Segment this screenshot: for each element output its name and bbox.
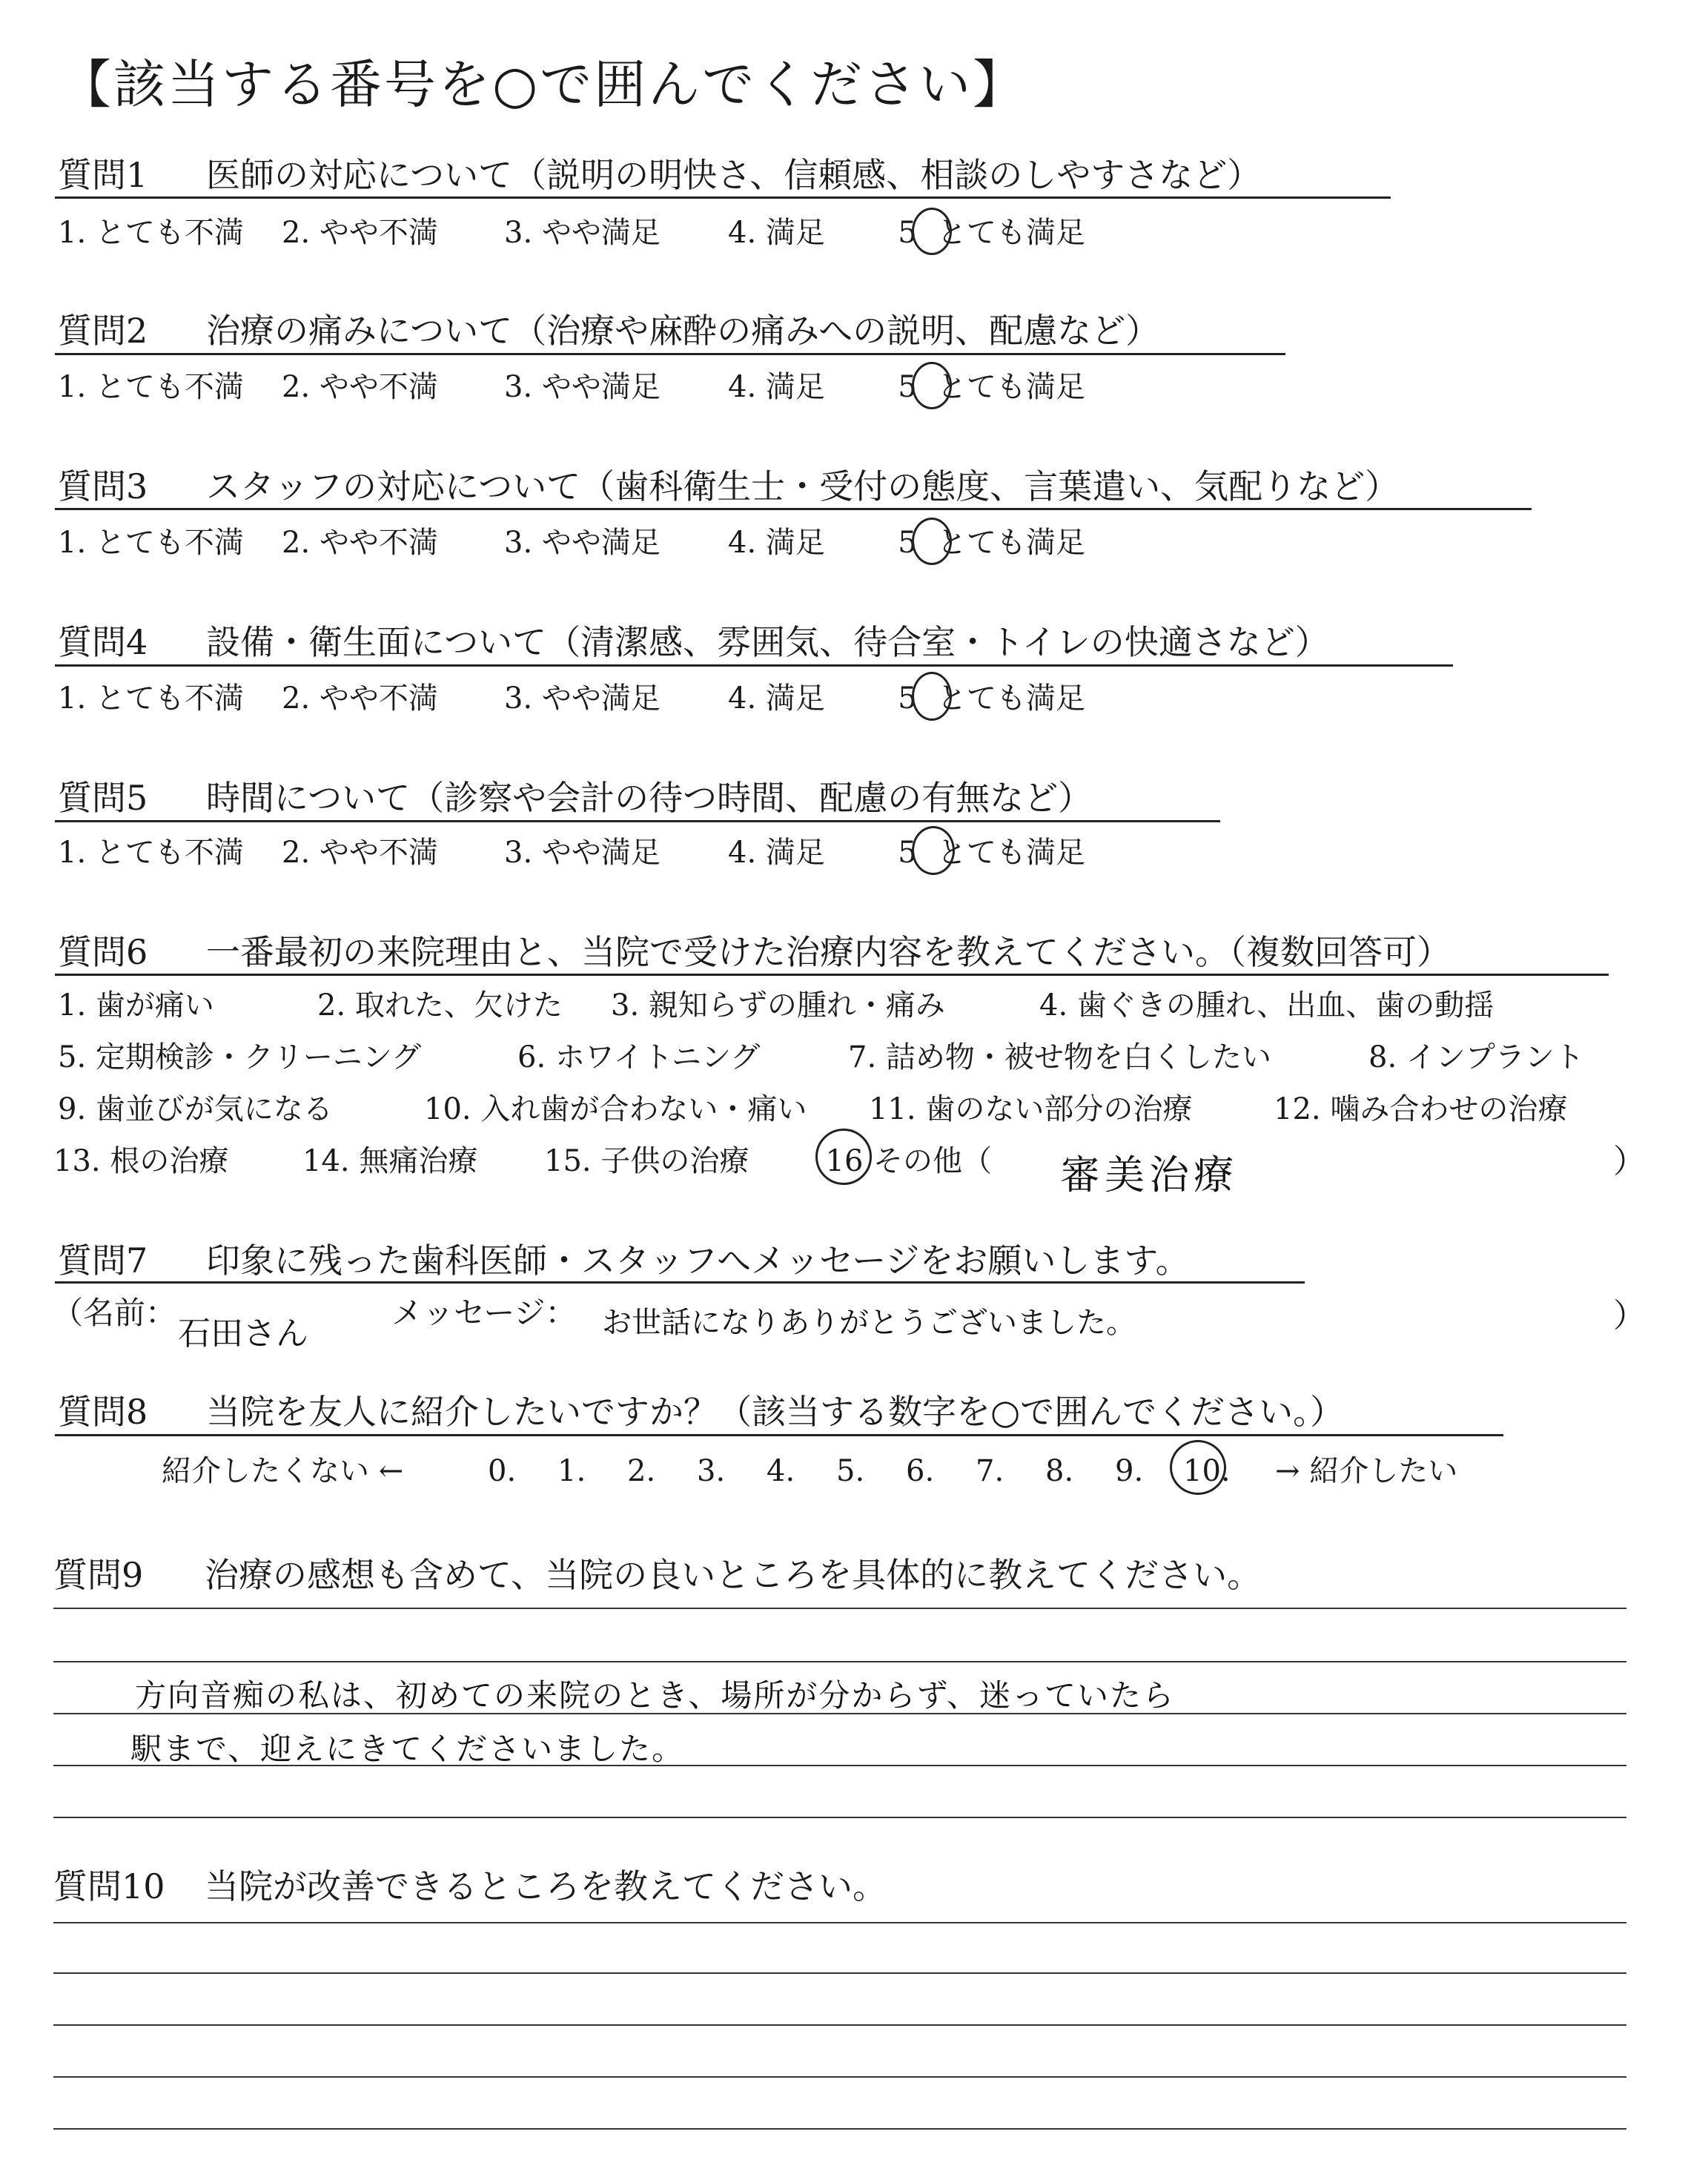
option-11[interactable]: 11. 歯のない部分の治療 — [869, 1092, 1193, 1126]
answer-line — [53, 2076, 1626, 2078]
option-3[interactable]: 3. やや満足 — [504, 836, 661, 870]
other-answer[interactable]: 審美治療 — [1060, 1152, 1238, 1198]
question-number: 質問2 — [58, 311, 148, 351]
question-number: 質問6 — [58, 932, 148, 972]
name-label: （名前： — [52, 1295, 177, 1331]
option-14[interactable]: 14. 無痛治療 — [302, 1144, 478, 1178]
option-8[interactable]: 8. インプラント — [1368, 1040, 1584, 1074]
scale-2[interactable]: 2. — [627, 1454, 656, 1488]
answer-line — [53, 1922, 1626, 1923]
option-1[interactable]: 1. とても不満 — [58, 836, 244, 870]
scale-8[interactable]: 8. — [1045, 1454, 1074, 1488]
scale-0[interactable]: 0. — [488, 1454, 517, 1488]
scale-5[interactable]: 5. — [836, 1454, 865, 1488]
option-15[interactable]: 15. 子供の治療 — [544, 1144, 749, 1178]
question-number: 質問7 — [58, 1241, 148, 1281]
scale-3[interactable]: 3. — [697, 1454, 726, 1488]
option-6[interactable]: 6. ホワイトニング — [517, 1040, 761, 1074]
option-2[interactable]: 2. やや不満 — [282, 370, 438, 404]
name-answer[interactable]: 石田さん — [178, 1315, 308, 1353]
option-2[interactable]: 2. やや不満 — [282, 526, 438, 560]
question-text: 治療の痛みについて（治療や麻酔の痛みへの説明、配慮など） — [206, 311, 1160, 351]
scale-6[interactable]: 6. — [906, 1454, 935, 1488]
option-3[interactable]: 3. やや満足 — [504, 216, 661, 250]
close-paren: ） — [1613, 1297, 1646, 1335]
option-5-label: とても満足 — [937, 526, 1085, 560]
question-text: 治療の感想も含めて、当院の良いところを具体的に教えてください。 — [205, 1555, 1262, 1595]
selected-circle — [912, 362, 952, 409]
scale-7[interactable]: 7. — [976, 1454, 1004, 1488]
answer-line — [53, 1972, 1626, 1974]
selected-circle — [1170, 1440, 1226, 1495]
option-4[interactable]: 4. 歯ぐきの腫れ、出血、歯の動揺 — [1039, 988, 1494, 1023]
option-1[interactable]: 1. とても不満 — [58, 370, 244, 404]
option-2[interactable]: 2. やや不満 — [282, 681, 438, 716]
option-5-label: とても満足 — [937, 836, 1085, 870]
question-text: 当院を友人に紹介したいですか？（該当する数字を○で囲んでください。） — [206, 1392, 1345, 1432]
answer-line — [53, 1661, 1626, 1662]
answer-text-line2[interactable]: 駅まで、迎えにきてくださいました。 — [130, 1731, 685, 1767]
question-text: 時間について（診察や会計の待つ時間、配慮の有無など） — [206, 778, 1093, 818]
option-4[interactable]: 4. 満足 — [728, 216, 825, 250]
option-1[interactable]: 1. 歯が痛い — [58, 988, 214, 1023]
selected-circle — [815, 1129, 872, 1185]
question-number: 質問10 — [53, 1866, 165, 1906]
selected-circle — [912, 826, 955, 875]
option-2[interactable]: 2. 取れた、欠けた — [317, 988, 563, 1023]
option-16[interactable]: 16 — [825, 1144, 864, 1178]
scale-4[interactable]: 4. — [767, 1454, 795, 1488]
message-label: メッセージ： — [391, 1295, 577, 1331]
option-10[interactable]: 10. 入れ歯が合わない・痛い — [424, 1092, 807, 1126]
question-number: 質問1 — [58, 155, 148, 195]
option-5-label: とても満足 — [937, 370, 1085, 404]
question-text: 一番最初の来院理由と、当院で受けた治療内容を教えてください。（複数回答可） — [206, 932, 1451, 972]
answer-line — [53, 1608, 1626, 1609]
scale-row — [162, 1447, 1457, 1490]
option-5-label: とても満足 — [937, 216, 1085, 250]
option-3[interactable]: 3. やや満足 — [504, 681, 661, 716]
question-text: スタッフの対応について（歯科衛生士・受付の態度、言葉遣い、気配りなど） — [206, 466, 1400, 506]
answer-line — [53, 2024, 1626, 2026]
options-row — [53, 1137, 992, 1180]
option-2[interactable]: 2. やや不満 — [282, 836, 438, 870]
selected-circle — [912, 672, 952, 721]
selected-circle — [912, 518, 952, 565]
option-5[interactable]: 5 — [898, 370, 917, 404]
option-5[interactable]: 5 — [898, 526, 917, 560]
option-9[interactable]: 9. 歯並びが気になる — [58, 1092, 333, 1126]
question-number: 質問5 — [58, 778, 148, 818]
answer-text-line1[interactable]: 方向音痴の私は、初めての来院のとき、場所が分からず、迷っていたら — [135, 1677, 1175, 1714]
option-3[interactable]: 3. 親知らずの腫れ・痛み — [611, 988, 945, 1023]
options-row — [58, 1086, 1567, 1128]
question-text: 設備・衛生面について（清潔感、雰囲気、待合室・トイレの快適さなど） — [206, 622, 1329, 662]
option-5[interactable]: 5. 定期検診・クリーニング — [58, 1040, 422, 1074]
question-number: 質問4 — [58, 622, 148, 662]
option-2[interactable]: 2. やや不満 — [282, 216, 438, 250]
option-5[interactable]: 5 — [898, 216, 917, 250]
selected-circle — [912, 208, 952, 255]
close-paren: ） — [1613, 1143, 1646, 1180]
scale-9[interactable]: 9. — [1115, 1454, 1144, 1488]
option-12[interactable]: 12. 噛み合わせの治療 — [1274, 1092, 1568, 1126]
scale-10[interactable]: 10. — [1183, 1454, 1231, 1488]
answer-line — [53, 1817, 1626, 1818]
question-number: 質問8 — [58, 1392, 148, 1432]
option-13[interactable]: 13. 根の治療 — [53, 1144, 229, 1178]
option-1[interactable]: 1. とても不満 — [58, 216, 244, 250]
option-7[interactable]: 7. 詰め物・被せ物を白くしたい — [848, 1040, 1271, 1074]
options-row — [58, 1034, 1584, 1076]
option-1[interactable]: 1. とても不満 — [58, 681, 244, 716]
question-number: 質問9 — [53, 1555, 144, 1595]
option-3[interactable]: 3. やや満足 — [504, 370, 661, 404]
scale-1[interactable]: 1. — [557, 1454, 586, 1488]
options-row — [58, 982, 1494, 1024]
question-text: 当院が改善できるところを教えてください。 — [205, 1866, 887, 1906]
option-5-label: とても満足 — [937, 681, 1085, 716]
option-3[interactable]: 3. やや満足 — [504, 526, 661, 560]
question-text: 印象に残った歯科医師・スタッフへメッセージをお願いします。 — [206, 1241, 1190, 1281]
option-5[interactable]: 5 — [898, 681, 917, 716]
form-header: 【該当する番号を○で囲んでください】 — [59, 54, 1027, 115]
question-number: 質問3 — [58, 466, 148, 506]
message-answer[interactable]: お世話になりありがとうございました。 — [602, 1306, 1136, 1340]
option-4[interactable]: 4. 満足 — [728, 681, 825, 716]
option-other-label: その他（ — [873, 1144, 992, 1178]
scale-left-label: 紹介したくない ← — [162, 1454, 404, 1488]
option-4[interactable]: 4. 満足 — [728, 370, 825, 404]
answer-line — [53, 2128, 1626, 2130]
option-4[interactable]: 4. 満足 — [728, 836, 825, 870]
option-5[interactable]: 5 — [898, 836, 917, 870]
scale-right-label: → 紹介したい — [1275, 1454, 1458, 1488]
question-text: 医師の対応について（説明の明快さ、信頼感、相談のしやすさなど） — [206, 155, 1262, 195]
option-1[interactable]: 1. とても不満 — [58, 526, 244, 560]
option-4[interactable]: 4. 満足 — [728, 526, 825, 560]
